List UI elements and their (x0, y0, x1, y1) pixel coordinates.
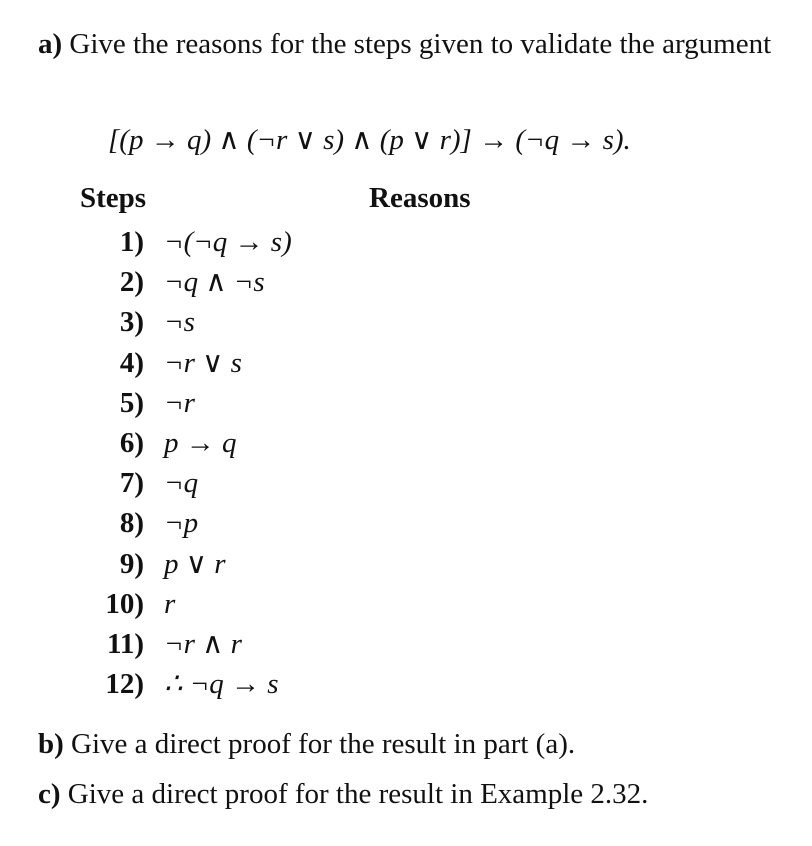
step-number: 8) (119, 507, 144, 540)
step-row (80, 302, 292, 342)
step-row (80, 624, 292, 664)
step-expression: ¬q ∧ ¬s (164, 266, 265, 299)
step-row (80, 463, 292, 503)
step-number: 4) (119, 346, 144, 379)
step-number: 11) (106, 627, 144, 660)
step-number: 5) (119, 386, 144, 419)
step-expression: ¬r ∨ s (164, 346, 242, 379)
step-row (80, 544, 292, 584)
part-a-question (38, 24, 804, 64)
step-expression: ¬r (164, 386, 195, 419)
step-expression: ∴ ¬q → s (164, 668, 279, 701)
step-number: 1) (119, 226, 144, 258)
step-row (80, 383, 292, 423)
step-row (80, 262, 292, 302)
step-row (80, 423, 292, 463)
steps-list (80, 222, 292, 704)
step-number: 2) (119, 266, 144, 299)
part-b-label: b) (38, 728, 64, 760)
step-expression: ¬r ∧ r (164, 627, 242, 660)
reasons-header: Reasons (369, 182, 471, 214)
step-expression: ¬p (164, 507, 199, 540)
part-a-text: Give the reasons for the steps given to validate the argument (69, 28, 772, 60)
step-row (80, 584, 292, 624)
step-expression: ¬s (164, 306, 195, 339)
step-expression: r (164, 587, 176, 620)
part-a-label: a) (38, 28, 63, 60)
part-c-question (38, 774, 648, 814)
step-expression: p ∨ r (164, 547, 226, 580)
step-number: 10) (105, 587, 144, 620)
step-row (80, 503, 292, 543)
step-expression: p → q (164, 426, 237, 459)
step-expression: ¬q (164, 467, 199, 500)
argument-formula: [(p → q) ∧ (¬r ∨ s) ∧ (p ∨ r)] → (¬q → s). (108, 124, 631, 156)
step-number: 12) (105, 668, 144, 701)
step-number: 9) (119, 547, 144, 580)
step-number: 3) (119, 306, 144, 339)
part-b-text: Give a direct proof for the result in part (a). (71, 728, 576, 760)
step-expression: ¬(¬q → s) (164, 226, 292, 258)
step-row (80, 222, 292, 262)
step-number: 7) (119, 467, 144, 500)
step-number: 6) (119, 426, 144, 459)
step-row (80, 664, 292, 704)
part-c-text: Give a direct proof for the result in Example 2.32. (67, 778, 649, 810)
step-row (80, 343, 292, 383)
part-b-question (38, 724, 575, 764)
part-c-label: c) (38, 778, 61, 810)
steps-header: Steps (80, 182, 147, 214)
